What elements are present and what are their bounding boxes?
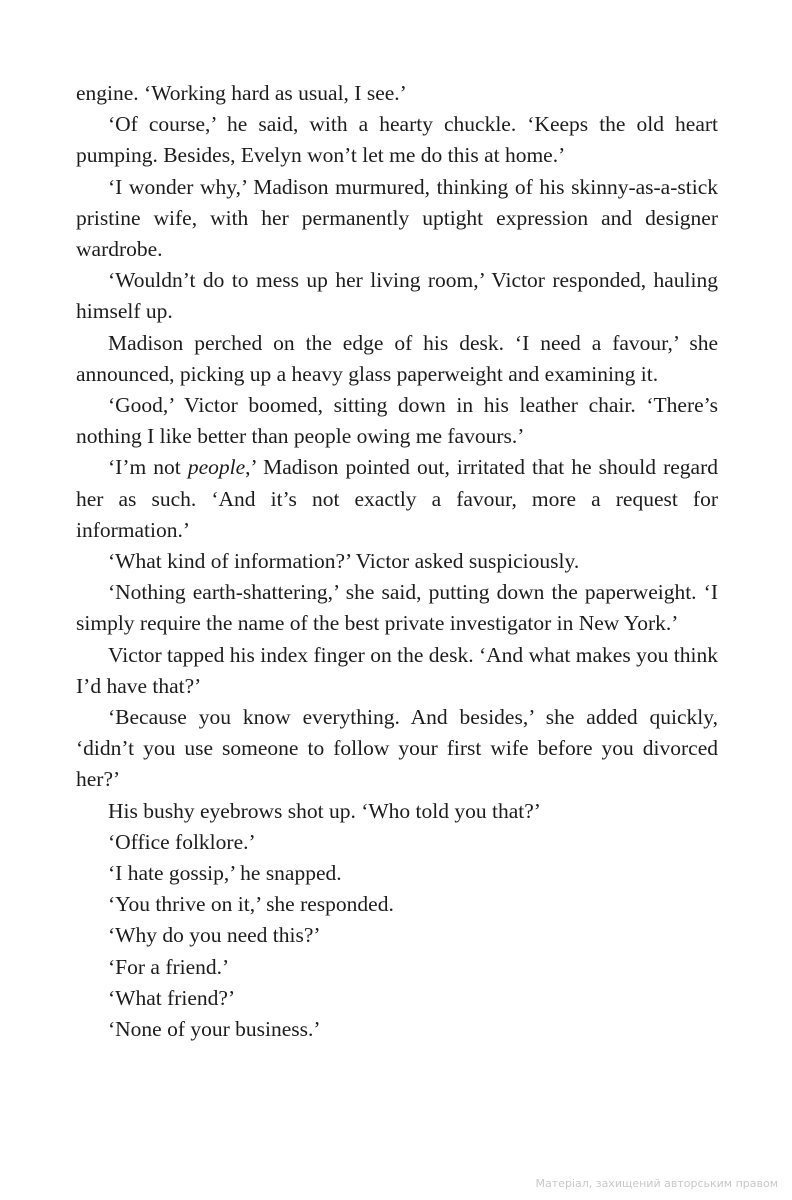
paragraph-text: ‘What kind of information?’ Victor asked suspiciously. [108,549,580,574]
paragraph-text: ‘Why do you need this?’ [108,923,321,948]
paragraph-text: ‘I’m not [108,455,188,480]
paragraph-text: ‘You thrive on it,’ she responded. [108,892,394,917]
text-paragraph [76,109,718,171]
text-paragraph [76,952,718,983]
text-paragraph [76,577,718,639]
paragraph-text: ‘What friend?’ [108,985,236,1010]
text-paragraph [76,920,718,951]
text-paragraph [76,452,718,546]
paragraph-text: Madison perched on the edge of his desk. ‘I need a favour,’ she announced, picking up a heavy glass paperweight and examining it. [76,330,718,386]
paragraph-text: ‘For a friend.’ [108,954,230,979]
copyright-watermark: Матеріал, захищений авторським правом [535,1177,778,1190]
paragraph-text: ‘Because you know everything. And besides,’ she added quickly, ‘didn’t you use someone to follow your first wife before you divorced her?’ [76,705,718,792]
text-paragraph [76,827,718,858]
paragraph-text: ‘Of course,’ he said, with a hearty chuckle. ‘Keeps the old heart pumping. Besides, Evelyn won’t let me do this at home.’ [76,112,718,168]
italic-text: people [187,455,246,480]
paragraph-text: ‘Wouldn’t do to mess up her living room,’ Victor responded, hauling himself up. [76,268,718,324]
paragraph-text: ‘None of your business.’ [108,1017,321,1042]
paragraph-text: Victor tapped his index finger on the desk. ‘And what makes you think I’d have that?’ [76,642,718,698]
text-paragraph [76,702,718,796]
paragraph-text: ‘I wonder why,’ Madison murmured, thinking of his skinny-as-a-stick pristine wife, with her permanently uptight expression and designer wardrobe. [76,174,718,262]
paragraph-text: ‘I hate gossip,’ he snapped. [108,861,342,886]
text-paragraph [76,889,718,920]
text-paragraph [76,983,718,1014]
text-paragraph [76,78,718,109]
text-paragraph [76,265,718,327]
text-paragraph [76,328,718,390]
text-paragraph [76,796,718,827]
paragraph-text: ‘Nothing earth-shattering,’ she said, putting down the paperweight. ‘I simply require the name of the best private investigator in New York.’ [76,580,718,636]
text-paragraph [76,546,718,577]
text-paragraph [76,1014,718,1045]
text-paragraph [76,172,718,266]
text-paragraph [76,858,718,889]
paragraph-text: engine. ‘Working hard as usual, I see.’ [76,81,407,105]
paragraph-text: ‘Office folklore.’ [108,829,256,854]
page-body [76,78,718,1045]
text-paragraph [76,390,718,452]
text-paragraph [76,640,718,702]
paragraph-text: ‘Good,’ Victor boomed, sitting down in his leather chair. ‘There’s nothing I like better than people owing me favours.’ [76,393,718,449]
paragraph-text: His bushy eyebrows shot up. ‘Who told you that?’ [108,798,541,823]
paragraph-text: ,’ Madison pointed out, irritated that he should regard her as such. ‘And it’s not exactly a favour, more a request for information.’ [76,455,718,542]
